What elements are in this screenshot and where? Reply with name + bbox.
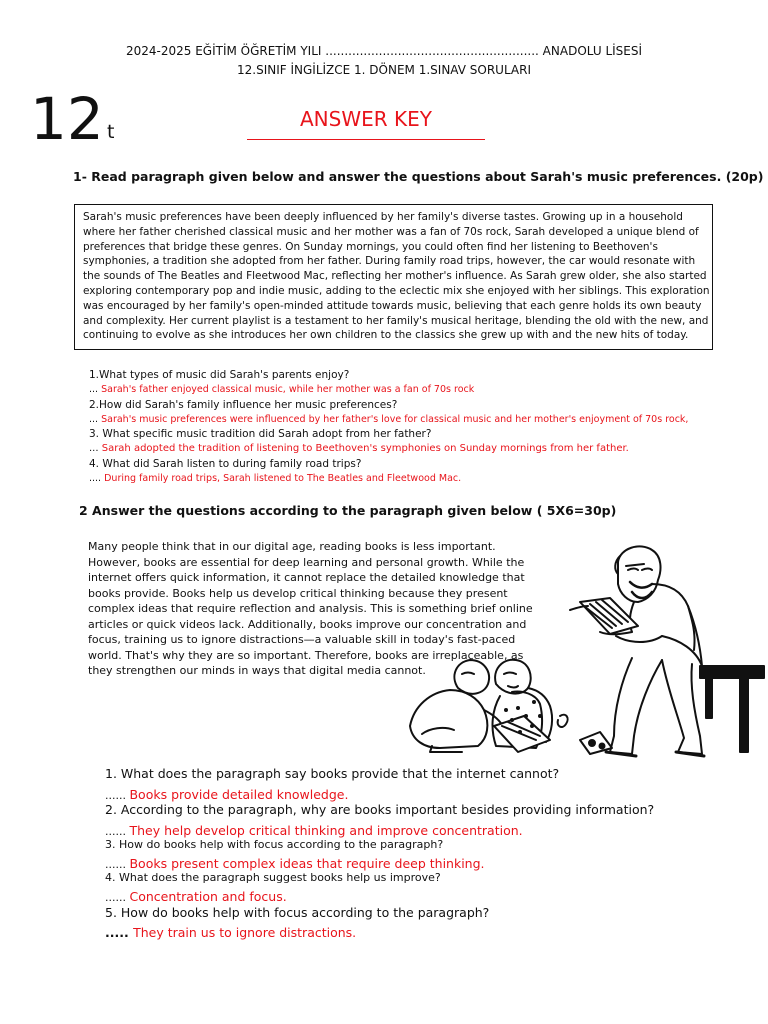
- answer-dots: ...: [89, 384, 102, 395]
- header-school-line: 2024-2025 EĞİTİM ÖĞRETİM YILI ........................................................ ANADOLU LİSESİ: [125, 44, 643, 58]
- s1-answer-1: Sarah's father enjoyed classical music, while her mother was a fan of 70s rock: [101, 384, 475, 395]
- paragraph-line: the sounds of The Beatles and Fleetwood Mac, reflecting her mother's influence. As Sarah grew older, she also started: [83, 270, 707, 283]
- s2-question-4: 4. What does the paragraph suggest books help us improve?: [105, 871, 441, 884]
- s2-question-1: 1. What does the paragraph say books provide that the internet cannot?: [105, 766, 560, 781]
- s2-answer-3-line: [105, 853, 485, 872]
- s1-answer-3-line: [89, 443, 629, 454]
- paragraph-line: Many people think that in our digital age, reading books is less important.: [88, 540, 496, 553]
- answer-dots: ...: [89, 443, 102, 454]
- paragraph-line: exploring contemporary pop and indie music, adding to the eclectic mix she enjoyed with her siblings. This exploration: [83, 284, 710, 297]
- paragraph-line: complex ideas that require reflection and analysis. This is something brief online: [88, 602, 533, 615]
- paragraph-line: continuing to evolve as she introduces her own children to the classics she grew up with and the new hits of today.: [83, 329, 689, 342]
- paragraph-line: was encouraged by her family's open-minded attitude towards music, believing that each genre holds its own beauty: [83, 299, 702, 312]
- s2-answer-2-line: [105, 820, 523, 839]
- paragraph-line: Sarah's music preferences have been deeply influenced by her family's diverse tastes. Growing up in a household: [83, 211, 683, 223]
- s2-answer-5-line: [105, 922, 356, 941]
- s2-question-2: 2. According to the paragraph, why are books important besides providing information?: [105, 802, 655, 817]
- s1-question-3: 3. What specific music tradition did Sarah adopt from her father?: [89, 428, 432, 440]
- section1-paragraph-box: [74, 204, 713, 350]
- s1-answer-4: During family road trips, Sarah listened to The Beatles and Fleetwood Mac.: [104, 473, 462, 484]
- s2-answer-3: Books present complex ideas that require deep thinking.: [129, 856, 485, 871]
- s2-answer-2: They help develop critical thinking and improve concentration.: [129, 823, 523, 838]
- answer-dots: ......: [105, 825, 130, 838]
- paragraph-line: books provide. Books help us develop critical thinking because they present: [88, 586, 508, 600]
- s1-question-4: 4. What did Sarah listen to during family road trips?: [89, 458, 362, 470]
- section2-heading: 2 Answer the questions according to the paragraph given below ( 5X6=30p): [79, 503, 617, 518]
- answer-key-title: ANSWER KEY: [300, 107, 432, 131]
- paragraph-line: and complexity. Her current playlist is a testament to her family's musical heritage, blending the old with the new, and: [83, 314, 709, 327]
- answer-dots: ......: [105, 891, 130, 904]
- s1-answer-4-line: [89, 473, 461, 484]
- paragraph-line: world. That's why they are so important. Therefore, books are irreplaceable, as: [88, 648, 524, 662]
- s2-question-5: 5. How do books help with focus according to the paragraph?: [105, 905, 490, 920]
- s2-answer-1-line: [105, 784, 348, 803]
- answer-dots: .....: [105, 925, 134, 940]
- grade-suffix: t: [107, 121, 115, 143]
- paragraph-line: where her father cherished classical music and her mother was a fan of 70s rock, Sarah developed a unique blend of: [83, 225, 699, 238]
- paragraph-line: internet offers quick information, it cannot replace the detailed knowledge that: [88, 571, 525, 584]
- s2-answer-5: They train us to ignore distractions.: [133, 925, 357, 940]
- s1-answer-3: Sarah adopted the tradition of listening to Beethoven's symphonies on Sunday mornings from her father.: [101, 443, 629, 454]
- s1-answer-2: Sarah's music preferences were influenced by her father's love for classical music and her mother's enjoyment of 70s rock,: [101, 414, 689, 425]
- paragraph-line: However, books are essential for deep learning and personal growth. While the: [88, 555, 525, 569]
- answer-dots: ...: [89, 414, 102, 425]
- answer-key-underline: [247, 139, 485, 140]
- header-exam-title: 12.SINIF İNGİLİZCE 1. DÖNEM 1.SINAV SORULARI: [237, 63, 531, 77]
- s1-question-2: 2.How did Sarah's family influence her music preferences?: [89, 399, 398, 411]
- answer-dots: ......: [105, 789, 130, 802]
- s2-answer-4: Concentration and focus.: [129, 889, 287, 904]
- section1-heading: 1- Read paragraph given below and answer the questions about Sarah's music preferences. (20p): [73, 169, 764, 184]
- answer-dots: ....: [89, 473, 105, 484]
- paragraph-line: they strengthen our minds in ways that digital media cannot.: [88, 664, 426, 677]
- paragraph-line: symphonies, a tradition she adopted from her father. During family road trips, however, the car would resonate with: [83, 255, 696, 268]
- grade-number: 12: [30, 85, 104, 153]
- s2-answer-1: Books provide detailed knowledge.: [129, 787, 349, 802]
- s2-question-3: 3. How do books help with focus according to the paragraph?: [105, 838, 444, 851]
- s2-answer-4-line: [105, 886, 287, 905]
- paragraph-line: articles or quick videos lack. Additionally, books improve our concentration and: [88, 617, 527, 631]
- reading-family-illustration-icon: [400, 540, 766, 772]
- s1-answer-1-line: [89, 384, 474, 395]
- paragraph-line: preferences that bridge these genres. On Sunday mornings, you could often find her listening to Beethoven's: [83, 240, 658, 253]
- s1-answer-2-line: [89, 414, 688, 425]
- answer-dots: ......: [105, 858, 130, 871]
- paragraph-line: focus, training us to ignore distractions—a valuable skill in today's fast-paced: [88, 633, 516, 646]
- s1-question-1: 1.What types of music did Sarah's parents enjoy?: [89, 369, 350, 381]
